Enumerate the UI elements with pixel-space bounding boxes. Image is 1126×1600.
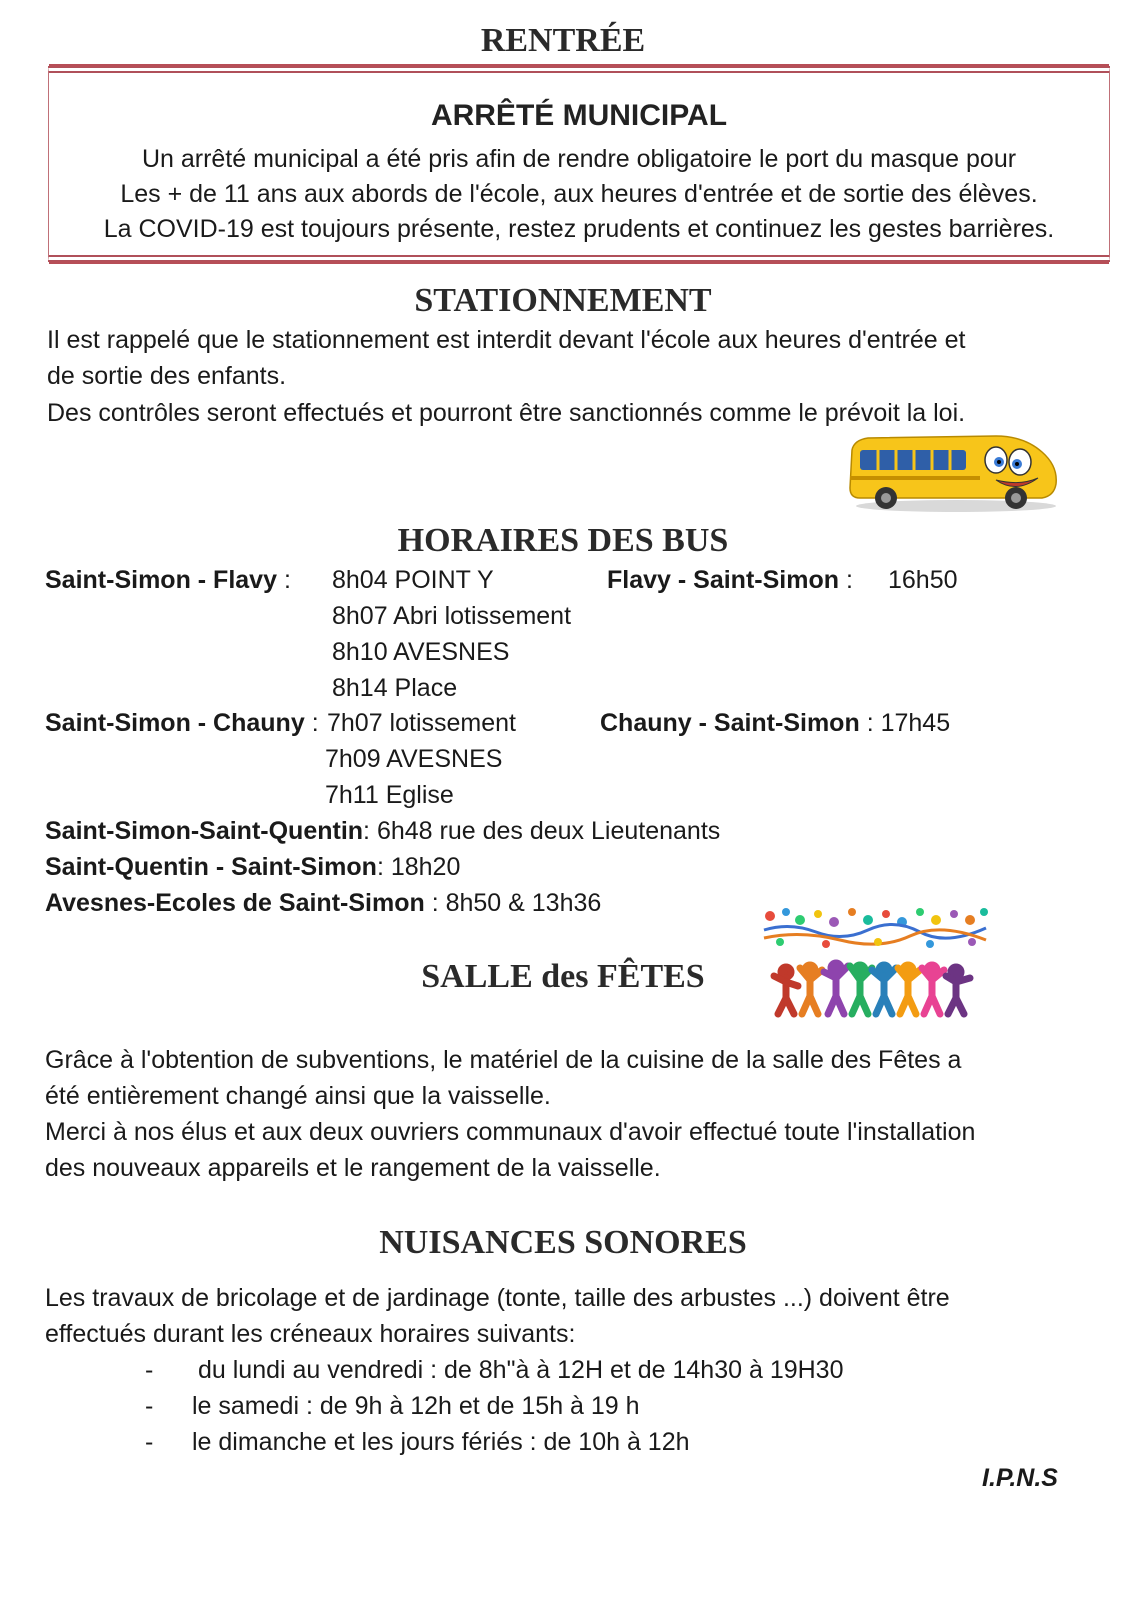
stquentin-time: : 6h48 rue des deux Lieutenants	[363, 817, 721, 845]
retour-stquentin-route: Saint-Quentin - Saint-Simon	[45, 853, 377, 881]
salle-line-1: Grâce à l'obtention de subventions, le matériel de la cuisine de la salle des Fêtes a	[45, 1046, 962, 1074]
chauny-stop-3: 7h11 Eglise	[325, 781, 454, 809]
arrete-line-1: Un arrêté municipal a été pris afin de rendre obligatoire le port du masque pour	[141, 145, 1017, 173]
nuisances-title: NUISANCES SONORES	[379, 1224, 747, 1261]
stationnement-line-1: Il est rappelé que le stationnement est interdit devant l'école aux heures d'entrée et	[47, 326, 966, 354]
flavy-stop-1: 8h04 POINT Y	[332, 566, 494, 594]
nuisances-intro-1: Les travaux de bricolage et de jardinage (tonte, taille des arbustes ...) doivent être	[45, 1284, 950, 1312]
salle-title: SALLE des FÊTES	[421, 958, 705, 995]
chauny-route-line	[45, 708, 319, 738]
avesnes-line	[45, 888, 601, 918]
flavy-stop-4: 8h14 Place	[332, 674, 458, 702]
salle-line-3: Merci à nos élus et aux deux ouvriers communaux d'avoir effectué toute l'installation	[45, 1118, 976, 1146]
arrete-title: ARRÊTÉ MUNICIPAL	[430, 99, 728, 132]
nuisances-item-1: du lundi au vendredi : de 8h"à à 12H et de 14h30 à 19H30	[198, 1356, 844, 1384]
arrete-line-3: La COVID-19 est toujours présente, restez prudents et continuez les gestes barrières.	[103, 215, 1055, 243]
stationnement-line-3: Des contrôles seront effectués et pourront être sanctionnés comme le prévoit la loi.	[47, 399, 966, 427]
stquentin-route: Saint-Simon-Saint-Quentin	[45, 817, 364, 845]
arrete-municipal-box	[48, 66, 1110, 262]
flavy-return-sep: :	[845, 566, 853, 594]
chauny-sep: :	[311, 709, 319, 737]
chauny-return-line	[600, 708, 950, 738]
chauny-stop-2: 7h09 AVESNES	[325, 745, 503, 773]
salle-line-2: été entièrement changé ainsi que la vaisselle.	[45, 1082, 551, 1110]
retour-stquentin-line	[45, 852, 460, 882]
chauny-return-time: : 17h45	[866, 709, 951, 737]
salle-line-4: des nouveaux appareils et le rangement de la vaisselle.	[45, 1154, 661, 1182]
stquentin-line	[45, 816, 720, 846]
flavy-return-time: 16h50	[888, 566, 958, 594]
flavy-sep: :	[283, 566, 291, 594]
flavy-return-line	[607, 565, 853, 595]
nuisances-item-2: le samedi : de 9h à 12h et de 15h à 19 h	[192, 1392, 640, 1420]
ipns-label: I.P.N.S	[982, 1464, 1058, 1492]
avesnes-time: : 8h50 & 13h36	[424, 889, 602, 917]
list-dash-1: -	[145, 1356, 154, 1384]
retour-stquentin-time: : 18h20	[376, 853, 461, 881]
stationnement-title: STATIONNEMENT	[414, 282, 712, 319]
flavy-route-line	[45, 565, 291, 595]
nuisances-intro-2: effectués durant les créneaux horaires suivants:	[45, 1320, 576, 1348]
list-dash-3: -	[145, 1428, 154, 1456]
chauny-route: Saint-Simon - Chauny	[45, 709, 305, 737]
avesnes-route: Avesnes-Ecoles de Saint-Simon	[45, 889, 425, 917]
flavy-route: Saint-Simon - Flavy	[45, 566, 277, 594]
flavy-stop-2: 8h07 Abri lotissement	[332, 602, 572, 630]
nuisances-item-3: le dimanche et les jours fériés : de 10h à 12h	[192, 1428, 690, 1456]
bus-title: HORAIRES DES BUS	[397, 522, 729, 559]
stationnement-line-2: de sortie des enfants.	[47, 362, 287, 390]
rentree-title: RENTRÉE	[480, 22, 646, 59]
flavy-stop-3: 8h10 AVESNES	[332, 638, 510, 666]
arrete-line-2: Les + de 11 ans aux abords de l'école, aux heures d'entrée et de sortie des élèves.	[120, 180, 1038, 208]
chauny-return-route: Chauny - Saint-Simon	[600, 709, 860, 737]
school-bus-icon	[846, 432, 1061, 514]
flavy-return-route: Flavy - Saint-Simon	[607, 566, 839, 594]
chauny-stop-1: 7h07 lotissement	[327, 709, 517, 737]
list-dash-2: -	[145, 1392, 154, 1420]
